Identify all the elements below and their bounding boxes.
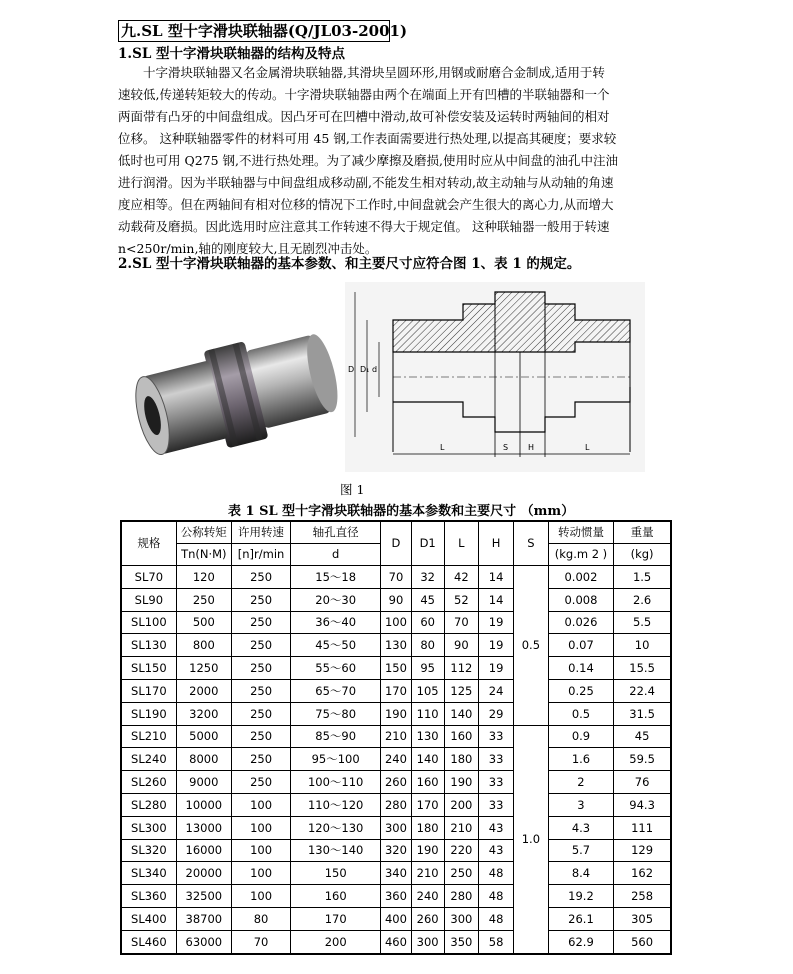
table-cell: 55～60 [291,657,381,680]
table-cell: 258 [614,885,671,908]
table-cell: 0.008 [548,588,613,611]
table-cell: 20000 [176,862,231,885]
table-cell: SL170 [121,679,176,702]
table-row [121,679,671,702]
table-cell: 250 [231,588,290,611]
table-cell: 150 [291,862,381,885]
header-bore-unit: d [291,544,381,566]
table-cell: 250 [231,566,290,589]
table-cell: 400 [381,907,412,930]
table-cell: 0.002 [548,566,613,589]
table-row [121,748,671,771]
table-cell: 111 [614,816,671,839]
table-cell: 14 [479,588,514,611]
table-cell: 250 [444,862,479,885]
table-cell: SL340 [121,862,176,885]
table-row [121,816,671,839]
table-cell: 1250 [176,657,231,680]
table-cell: 15.5 [614,657,671,680]
table-cell: 210 [444,816,479,839]
table-cell: 110 [411,702,444,725]
table-cell: 280 [444,885,479,908]
table-cell: 170 [411,793,444,816]
table-cell: 20～30 [291,588,381,611]
table-cell: 260 [381,771,412,794]
table-cell-s: 1.0 [514,725,549,953]
table-cell: 10 [614,634,671,657]
table-cell: 130 [381,634,412,657]
table-cell: 160 [411,771,444,794]
table-cell: SL150 [121,657,176,680]
table-row [121,702,671,725]
dim-L-left-label: L [440,443,445,452]
coupling-photo [120,300,350,490]
section2-heading: 2.SL 型十字滑块联轴器的基本参数、和主要尺寸应符合图 1、表 1 的规定。 [118,256,581,272]
table-cell: SL280 [121,793,176,816]
table-cell: 120 [176,566,231,589]
table-cell: 43 [479,839,514,862]
table-cell: 43 [479,816,514,839]
table-cell: SL210 [121,725,176,748]
table-cell: 94.3 [614,793,671,816]
table-cell: 76 [614,771,671,794]
table-cell: SL320 [121,839,176,862]
table-cell: 2 [548,771,613,794]
table-cell: 1.6 [548,748,613,771]
table-cell: 240 [411,885,444,908]
table-cell: 70 [231,930,290,953]
table-cell: 2000 [176,679,231,702]
table-cell: 3 [548,793,613,816]
table-cell: SL400 [121,907,176,930]
table-cell: 190 [411,839,444,862]
table-cell: 180 [444,748,479,771]
table-cell: 2.6 [614,588,671,611]
table-cell: 5.5 [614,611,671,634]
table-cell: 200 [291,930,381,953]
header-H: H [479,521,514,566]
header-model: 规格 [121,521,176,566]
section1-heading: 1.SL 型十字滑块联轴器的结构及特点 [118,46,346,62]
table-cell: 100 [231,862,290,885]
table-row [121,634,671,657]
table-cell: 560 [614,930,671,953]
table-cell: SL460 [121,930,176,953]
table-cell: 5000 [176,725,231,748]
dim-H-label: H [528,443,535,452]
table-cell: 32 [411,566,444,589]
table-cell: 95～100 [291,748,381,771]
table-cell: 125 [444,679,479,702]
table-cell: 180 [411,816,444,839]
table-cell: 58 [479,930,514,953]
table-cell: 250 [231,771,290,794]
table-row [121,771,671,794]
table-cell: SL100 [121,611,176,634]
header-L: L [444,521,479,566]
table-cell: 14 [479,566,514,589]
table-cell: 59.5 [614,748,671,771]
table-cell: 190 [444,771,479,794]
section1-paragraph [118,62,678,260]
table-cell: 100～110 [291,771,381,794]
table-cell: 48 [479,862,514,885]
table-cell: 260 [411,907,444,930]
table-cell: 32500 [176,885,231,908]
table-cell: 19 [479,657,514,680]
table-cell: 85～90 [291,725,381,748]
paragraph-line: 位移。 这种联轴器零件的材料可用 45 钢,工作表面需要进行热处理,以提高其硬度；要求较 [118,131,617,146]
table-cell: 0.5 [548,702,613,725]
table-cell: SL130 [121,634,176,657]
table-cell: 45 [614,725,671,748]
paragraph-line: 进行润滑。因为半联轴器与中间盘组成移动副,不能发生相对转动,故主动轴与从动轴的角速 [118,175,614,190]
table-cell: 300 [411,930,444,953]
table-cell: 5.7 [548,839,613,862]
header-torque: 公称转矩 [176,521,231,544]
table-cell: 19.2 [548,885,613,908]
table-cell: 100 [231,885,290,908]
dim-D1-label: D₁ [360,365,370,374]
dim-d-label: d [372,365,378,374]
table-cell: 360 [381,885,412,908]
table-cell: 350 [444,930,479,953]
paragraph-line: 低时也可用 Q275 钢,不进行热处理。为了减少摩擦及磨损,使用时应从中间盘的油孔中注油 [118,153,619,168]
table-cell: 320 [381,839,412,862]
paragraph-line: 两面带有凸牙的中间盘组成。因凸牙可在凹槽中滑动,故可补偿安装及运转时两轴间的相对 [118,109,610,124]
table-cell: SL90 [121,588,176,611]
table-cell: 120～130 [291,816,381,839]
table-cell: 140 [411,748,444,771]
table-cell: 250 [176,588,231,611]
table-row [121,725,671,748]
table-cell: 150 [381,657,412,680]
table-cell: SL240 [121,748,176,771]
table-cell: 250 [231,748,290,771]
table-cell: 250 [231,634,290,657]
table-cell: 100 [231,816,290,839]
table-cell: 0.25 [548,679,613,702]
table-cell: 29 [479,702,514,725]
table-cell: 33 [479,748,514,771]
table-cell: 9000 [176,771,231,794]
table-row [121,862,671,885]
table-cell: 16000 [176,839,231,862]
table-cell: 210 [411,862,444,885]
figure-caption: 图 1 [340,482,365,497]
table-cell: 3200 [176,702,231,725]
table-cell: 190 [381,702,412,725]
table-cell: 45 [411,588,444,611]
table-cell: 340 [381,862,412,885]
table-cell: SL190 [121,702,176,725]
dim-D-label: D [348,365,355,374]
table-cell: 33 [479,771,514,794]
table-cell: 13000 [176,816,231,839]
table-cell: 36～40 [291,611,381,634]
table-cell: 140 [444,702,479,725]
table-cell: 500 [176,611,231,634]
page-title: 九.SL 型十字滑块联轴器(Q/JL03-2001) [118,20,390,42]
header-S: S [514,521,549,566]
table-cell: 4.3 [548,816,613,839]
header-inertia-unit: (kg.m 2 ) [548,544,613,566]
table-cell: 100 [231,839,290,862]
table-cell: 42 [444,566,479,589]
table-cell: 220 [444,839,479,862]
paragraph-line: n<250r/min,轴的刚度较大,且无剧烈冲击处。 [118,241,378,256]
table-row [121,611,671,634]
table-cell: 26.1 [548,907,613,930]
table-cell: 22.4 [614,679,671,702]
table-cell: 70 [444,611,479,634]
dim-L-right-label: L [585,443,590,452]
table-row [121,566,671,589]
paragraph-line: 速较低,传递转矩较大的传动。十字滑块联轴器由两个在端面上开有凹槽的半联轴器和一个 [118,87,610,102]
table-row [121,793,671,816]
paragraph-line: 度应相等。但在两轴间有相对位移的情况下工作时,中间盘就会产生很大的离心力,从而增大 [118,197,614,212]
table-cell: 100 [381,611,412,634]
table-cell: 0.9 [548,725,613,748]
paragraph-line: 十字滑块联轴器又名金属滑块联轴器,其滑块呈圆环形,用钢或耐磨合金制成,适用于转 [143,65,605,80]
header-D: D [381,521,412,566]
table-cell: 63000 [176,930,231,953]
table-cell: 8000 [176,748,231,771]
table-cell: 250 [231,702,290,725]
table-cell: 170 [291,907,381,930]
table-cell: SL260 [121,771,176,794]
table-row [121,885,671,908]
table-cell: 110～120 [291,793,381,816]
table-cell: 19 [479,611,514,634]
table-cell: 460 [381,930,412,953]
header-weight: 重量 [614,521,671,544]
table-cell: 250 [231,657,290,680]
table-caption: 表 1 SL 型十字滑块联轴器的基本参数和主要尺寸 （mm） [228,504,575,519]
table-cell: 305 [614,907,671,930]
table-cell: 48 [479,907,514,930]
table-cell: 15～18 [291,566,381,589]
dim-S-label: S [503,443,509,452]
header-bore: 轴孔直径 [291,521,381,544]
header-D1: D1 [411,521,444,566]
table-cell: 80 [231,907,290,930]
table-cell: SL300 [121,816,176,839]
table-cell: 129 [614,839,671,862]
table-cell: 0.14 [548,657,613,680]
header-speed-unit: [n]r/min [231,544,290,566]
table-row [121,657,671,680]
table-cell: 250 [231,679,290,702]
table-cell: SL360 [121,885,176,908]
table-cell: 33 [479,793,514,816]
table-cell: 33 [479,725,514,748]
paragraph-line: 动载荷及磨损。因此选用时应注意其工作转速不得大于规定值。 这种联轴器一般用于转速 [118,219,610,234]
table-cell: 8.4 [548,862,613,885]
table-cell: 100 [231,793,290,816]
table-cell: 52 [444,588,479,611]
table-cell: 105 [411,679,444,702]
header-inertia: 转动惯量 [548,521,613,544]
table-cell: 38700 [176,907,231,930]
table-cell: 250 [231,611,290,634]
coupling-section-drawing [345,282,645,472]
table-header-row [121,521,671,544]
table-cell: 75～80 [291,702,381,725]
table-cell: 45～50 [291,634,381,657]
table-cell: 240 [381,748,412,771]
table-cell-s: 0.5 [514,566,549,726]
table-cell: 800 [176,634,231,657]
table-cell: 90 [381,588,412,611]
table-cell: 70 [381,566,412,589]
table-cell: 48 [479,885,514,908]
table-cell: 60 [411,611,444,634]
table-cell: 112 [444,657,479,680]
table-cell: 65～70 [291,679,381,702]
table-cell: 24 [479,679,514,702]
header-torque-unit: Tn(N·M) [176,544,231,566]
header-weight-unit: (kg) [614,544,671,566]
table-row [121,588,671,611]
table-cell: 62.9 [548,930,613,953]
table-cell: 0.026 [548,611,613,634]
table-cell: 90 [444,634,479,657]
table-cell: 130 [411,725,444,748]
header-speed: 许用转速 [231,521,290,544]
table-cell: 0.07 [548,634,613,657]
table-cell: 10000 [176,793,231,816]
table-cell: 19 [479,634,514,657]
table-cell: 300 [444,907,479,930]
table-cell: SL70 [121,566,176,589]
table-cell: 160 [291,885,381,908]
table-cell: 80 [411,634,444,657]
table-cell: 95 [411,657,444,680]
table-cell: 300 [381,816,412,839]
table-cell: 170 [381,679,412,702]
table-cell: 210 [381,725,412,748]
table-cell: 162 [614,862,671,885]
table-row [121,930,671,953]
parameter-table [120,520,672,955]
table-row [121,839,671,862]
table-row [121,907,671,930]
table-cell: 130～140 [291,839,381,862]
table-cell: 160 [444,725,479,748]
table-cell: 280 [381,793,412,816]
table-cell: 200 [444,793,479,816]
table-cell: 250 [231,725,290,748]
table-cell: 31.5 [614,702,671,725]
table-cell: 1.5 [614,566,671,589]
